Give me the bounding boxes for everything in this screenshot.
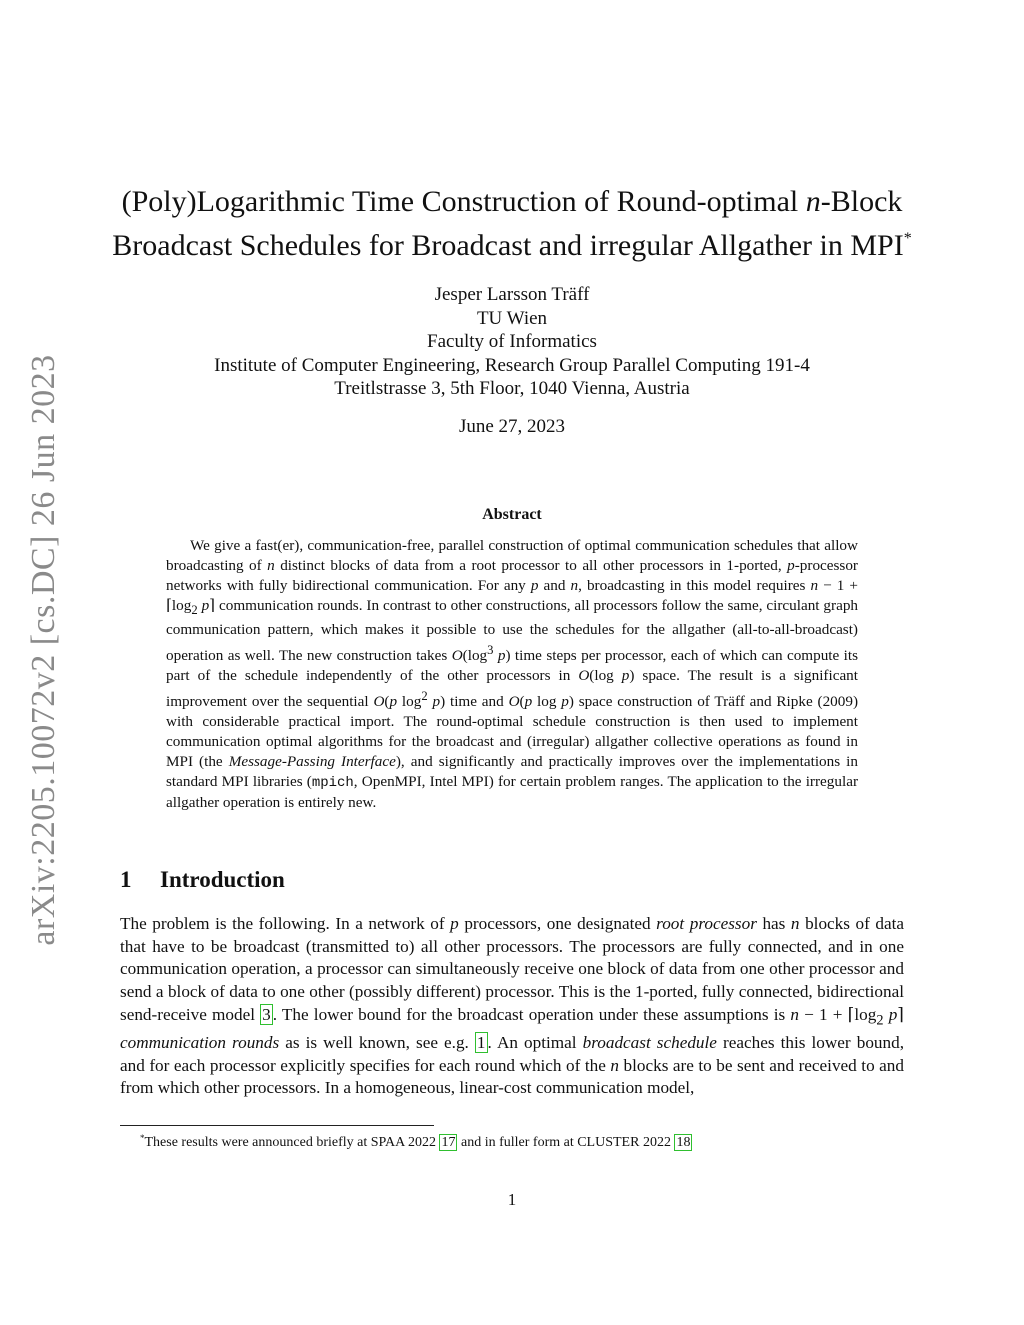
citation-link-17[interactable]: 17 <box>441 1135 456 1150</box>
arxiv-side-stamp: arXiv:2205.10072v2 [cs.DC] 26 Jun 2023 <box>25 354 62 946</box>
footnote-mark: * <box>140 1133 145 1143</box>
section-title: Introduction <box>160 867 285 892</box>
author-address: Treitlstrasse 3, 5th Floor, 1040 Vienna, Austria <box>334 378 690 399</box>
footnote: *These results were announced briefly at SPAA 2022 17 and in fuller form at CLUSTER 2022 18 <box>140 1133 691 1150</box>
section-heading-introduction <box>120 867 285 893</box>
citation-link-18[interactable]: 18 <box>676 1135 691 1150</box>
citation-link-1[interactable]: 1 <box>476 1032 486 1052</box>
author-institute: Institute of Computer Engineering, Research Group Parallel Computing 191-4 <box>214 354 810 376</box>
abstract-paragraph: We give a fast(er), communication-free, parallel construction of optimal communication schedules that allow broadcasting of n distinct blocks of data from a root processor to all other processors in 1-ported, p-processor networks with fully bidirectional communication. For any p and n, broadcasting in this model requires $n - 1 + ⌈\log_2$ p⌉ communication rounds. In contrast to other constructions, all processors follow the same, circulant graph communication pattern, which makes it possible to use the schedules for the allgather (all-to-all-broadcast) operation as well. The new construction takes $O(\log^3$ p) time steps per processor, each of which can compute its part of the schedule independently of the other processors in O(log p) space. The result is a significant improvement over the sequential O(p $\log^2 p$) time and O(p log p) space construction of Träff and Ripke (2009) with considerable practical import. The round-optimal schedule construction is then used to implement communication optimal algorithms for the broadcast and (irregular) allgather collective operations as found in MPI (the Message-Passing Interface), and significantly and practically improves over the implementations in standard MPI libraries (mpich, OpenMPI, Intel MPI) for certain problem ranges. The application to the irregular allgather operation is entirely new. <box>166 537 859 812</box>
abstract-body <box>166 536 858 813</box>
citation-link-3[interactable]: 3 <box>262 1004 271 1024</box>
author-name: Jesper Larsson Träff <box>434 284 590 305</box>
author-faculty: Faculty of Informatics <box>427 331 597 352</box>
title-line-1: (Poly)Logarithmic Time Construction of Round-optimal n-Block <box>121 185 903 218</box>
author-block <box>0 283 1024 401</box>
paper-title <box>0 183 1024 264</box>
paper-date: June 27, 2023 <box>458 416 566 437</box>
section-number: 1 <box>120 867 132 892</box>
abstract-heading: Abstract <box>482 506 542 523</box>
introduction-body <box>120 913 904 1100</box>
author-institution: TU Wien <box>476 307 548 329</box>
title-line-2: Broadcast Schedules for Broadcast and irregular Allgather in MPI* <box>112 229 912 262</box>
intro-paragraph: The problem is the following. In a network of p processors, one designated root processor has n blocks of data that have to be broadcast (transmitted to) all other processors. The processors are fully connected, and in one communication operation, a processor can simultaneously receive one block of data from one other processor and send a block of data to one other (possibly different) processor. This is the 1-ported, fully connected, bidirectional send-receive model 3 . The lower bound for the broadcast operation under these assumptions is $n - 1 + ⌈\log_2$ p⌉ communication rounds as is well known, see e.g. 1 . An optimal broadcast schedule reaches this lower bound, and for each processor explicitly specifies for each round which of the n blocks are to be sent and received to and from which other processors. In a homogeneous, linear-cost communication model, <box>120 914 905 1098</box>
footnote-rule <box>120 1125 434 1126</box>
title-footnote-mark[interactable]: * <box>903 230 912 247</box>
page-number: 1 <box>507 1190 517 1209</box>
